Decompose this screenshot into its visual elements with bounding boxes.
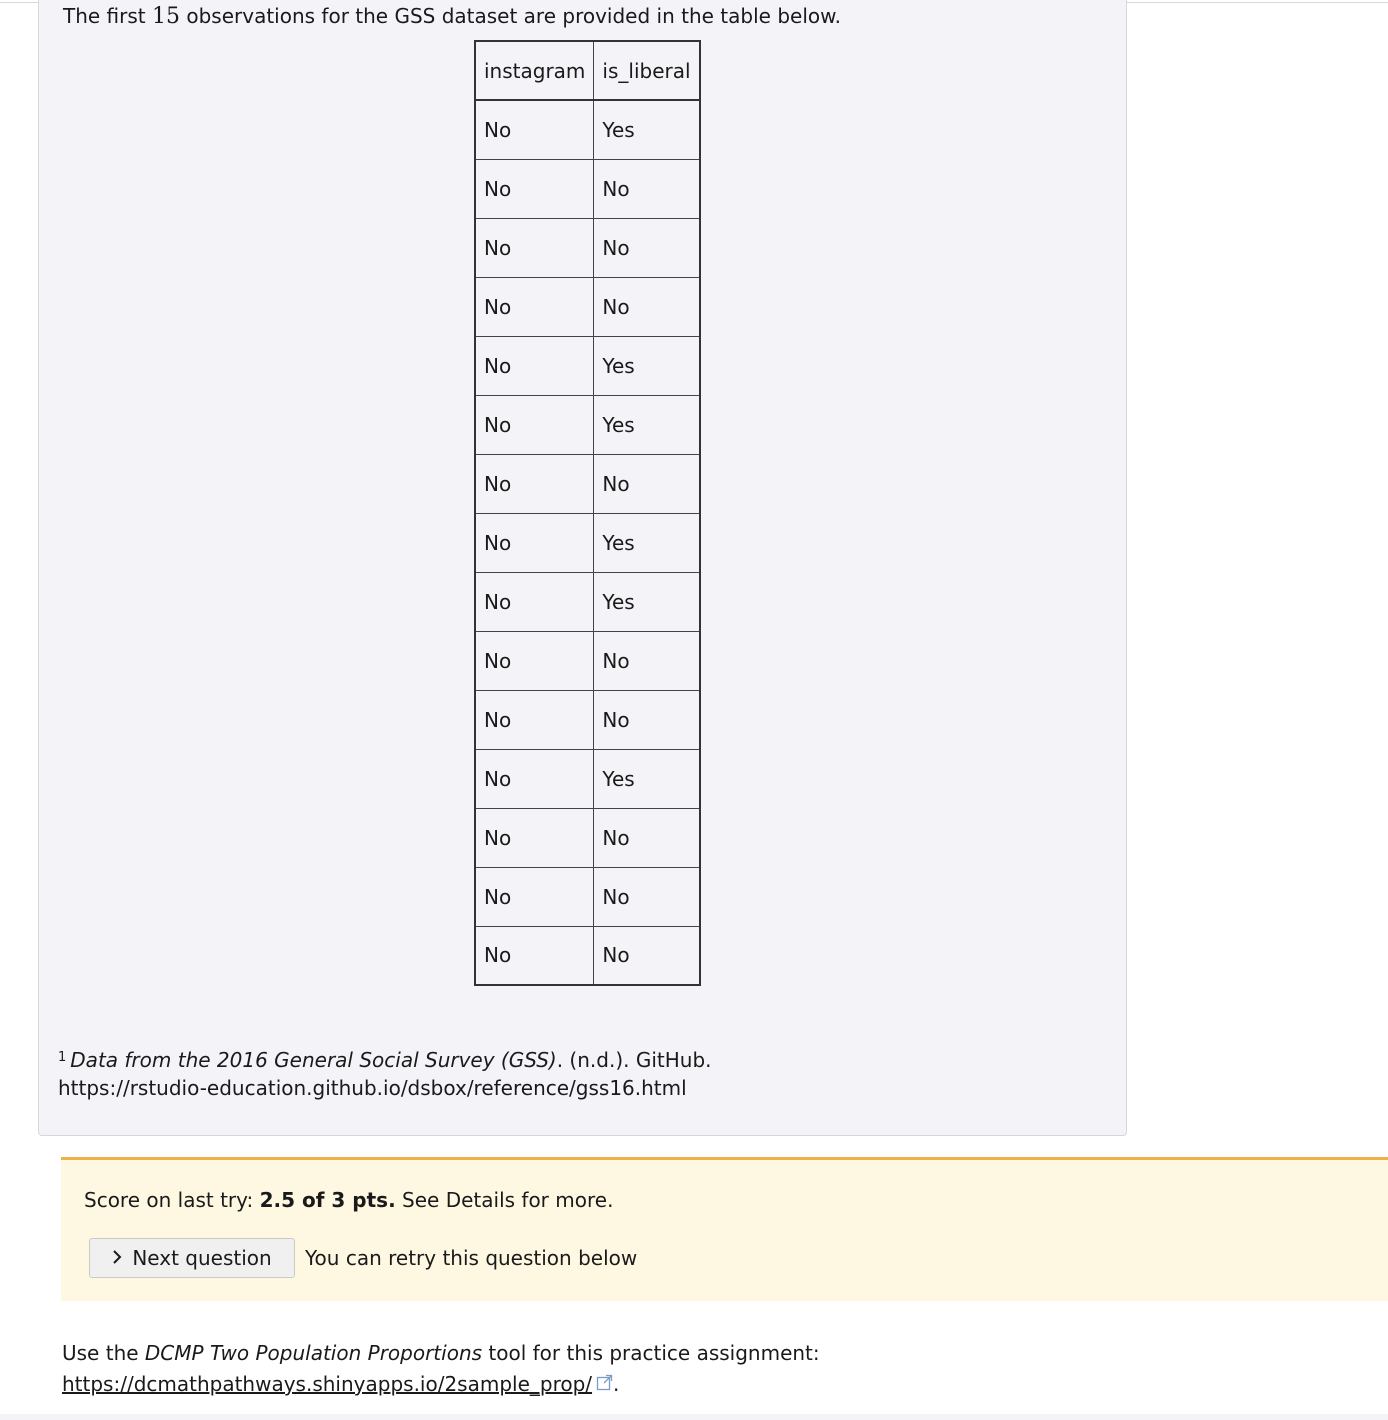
link-trailing-period: . (613, 1372, 620, 1396)
cell-instagram: No (475, 218, 594, 277)
footnote-marker: 1 (58, 1050, 67, 1065)
cell-is-liberal: No (594, 631, 700, 690)
cell-instagram: No (475, 572, 594, 631)
cell-instagram: No (475, 277, 594, 336)
score-panel (61, 1157, 1388, 1301)
next-question-label: Next question (132, 1246, 272, 1270)
retry-notice: You can retry this question below (305, 1246, 638, 1270)
cell-instagram: No (475, 926, 594, 985)
table-row (475, 749, 700, 808)
cell-instagram: No (475, 513, 594, 572)
footnote-title: Data from the 2016 General Social Survey (GSS) (70, 1048, 557, 1072)
table-row (475, 336, 700, 395)
instructions-text-start: Use the (62, 1341, 145, 1365)
cell-instagram: No (475, 395, 594, 454)
cell-is-liberal: No (594, 808, 700, 867)
header-is-liberal: is_liberal (594, 41, 700, 100)
intro-text-start: The first (63, 4, 152, 28)
cell-is-liberal: Yes (594, 336, 700, 395)
table-row (475, 808, 700, 867)
instructions-text-end: tool for this practice assignment: (482, 1341, 820, 1365)
cell-instagram: No (475, 867, 594, 926)
cell-is-liberal: No (594, 218, 700, 277)
score-prefix: Score on last try: (84, 1188, 260, 1212)
tool-name: DCMP Two Population Proportions (144, 1341, 483, 1365)
cell-instagram: No (475, 631, 594, 690)
cell-is-liberal: No (594, 926, 700, 985)
question-intro (63, 2, 841, 31)
cell-instagram: No (475, 808, 594, 867)
table-row (475, 218, 700, 277)
table-row (475, 159, 700, 218)
table-row (475, 513, 700, 572)
table-row (475, 395, 700, 454)
footnote (58, 1046, 838, 1102)
chevron-right-icon (112, 1248, 122, 1269)
next-question-button[interactable] (89, 1238, 295, 1278)
intro-text-end: observations for the GSS dataset are provided in the table below. (180, 4, 841, 28)
bottom-divider (0, 1414, 1388, 1420)
table-row (475, 454, 700, 513)
table-row (475, 631, 700, 690)
cell-is-liberal: Yes (594, 100, 700, 159)
gss-data-table (474, 40, 701, 986)
cell-is-liberal: Yes (594, 572, 700, 631)
table-row (475, 690, 700, 749)
table-row (475, 100, 700, 159)
cell-is-liberal: Yes (594, 513, 700, 572)
footnote-citation: . (n.d.). GitHub. https://rstudio-education.github.io/dsbox/reference/gss16.html (58, 1048, 712, 1100)
instructions (62, 1338, 820, 1400)
table-row (475, 572, 700, 631)
table-row (475, 867, 700, 926)
table-row (475, 926, 700, 985)
cell-is-liberal: Yes (594, 749, 700, 808)
score-suffix: See Details for more. (395, 1188, 614, 1212)
cell-is-liberal: No (594, 277, 700, 336)
table-row (475, 277, 700, 336)
intro-count: 15 (152, 4, 180, 29)
cell-instagram: No (475, 454, 594, 513)
cell-is-liberal: No (594, 690, 700, 749)
score-summary (84, 1186, 613, 1214)
external-link-icon (596, 1369, 613, 1400)
cell-is-liberal: Yes (594, 395, 700, 454)
cell-is-liberal: No (594, 867, 700, 926)
cell-is-liberal: No (594, 159, 700, 218)
cell-instagram: No (475, 690, 594, 749)
question-card (38, 0, 1127, 1136)
cell-instagram: No (475, 749, 594, 808)
cell-is-liberal: No (594, 454, 700, 513)
cell-instagram: No (475, 336, 594, 395)
tool-link[interactable]: https://dcmathpathways.shinyapps.io/2sample_prop/ (62, 1372, 593, 1396)
table-header-row (475, 41, 700, 100)
score-value: 2.5 of 3 pts. (259, 1188, 396, 1212)
cell-instagram: No (475, 159, 594, 218)
header-instagram: instagram (475, 41, 594, 100)
cell-instagram: No (475, 100, 594, 159)
